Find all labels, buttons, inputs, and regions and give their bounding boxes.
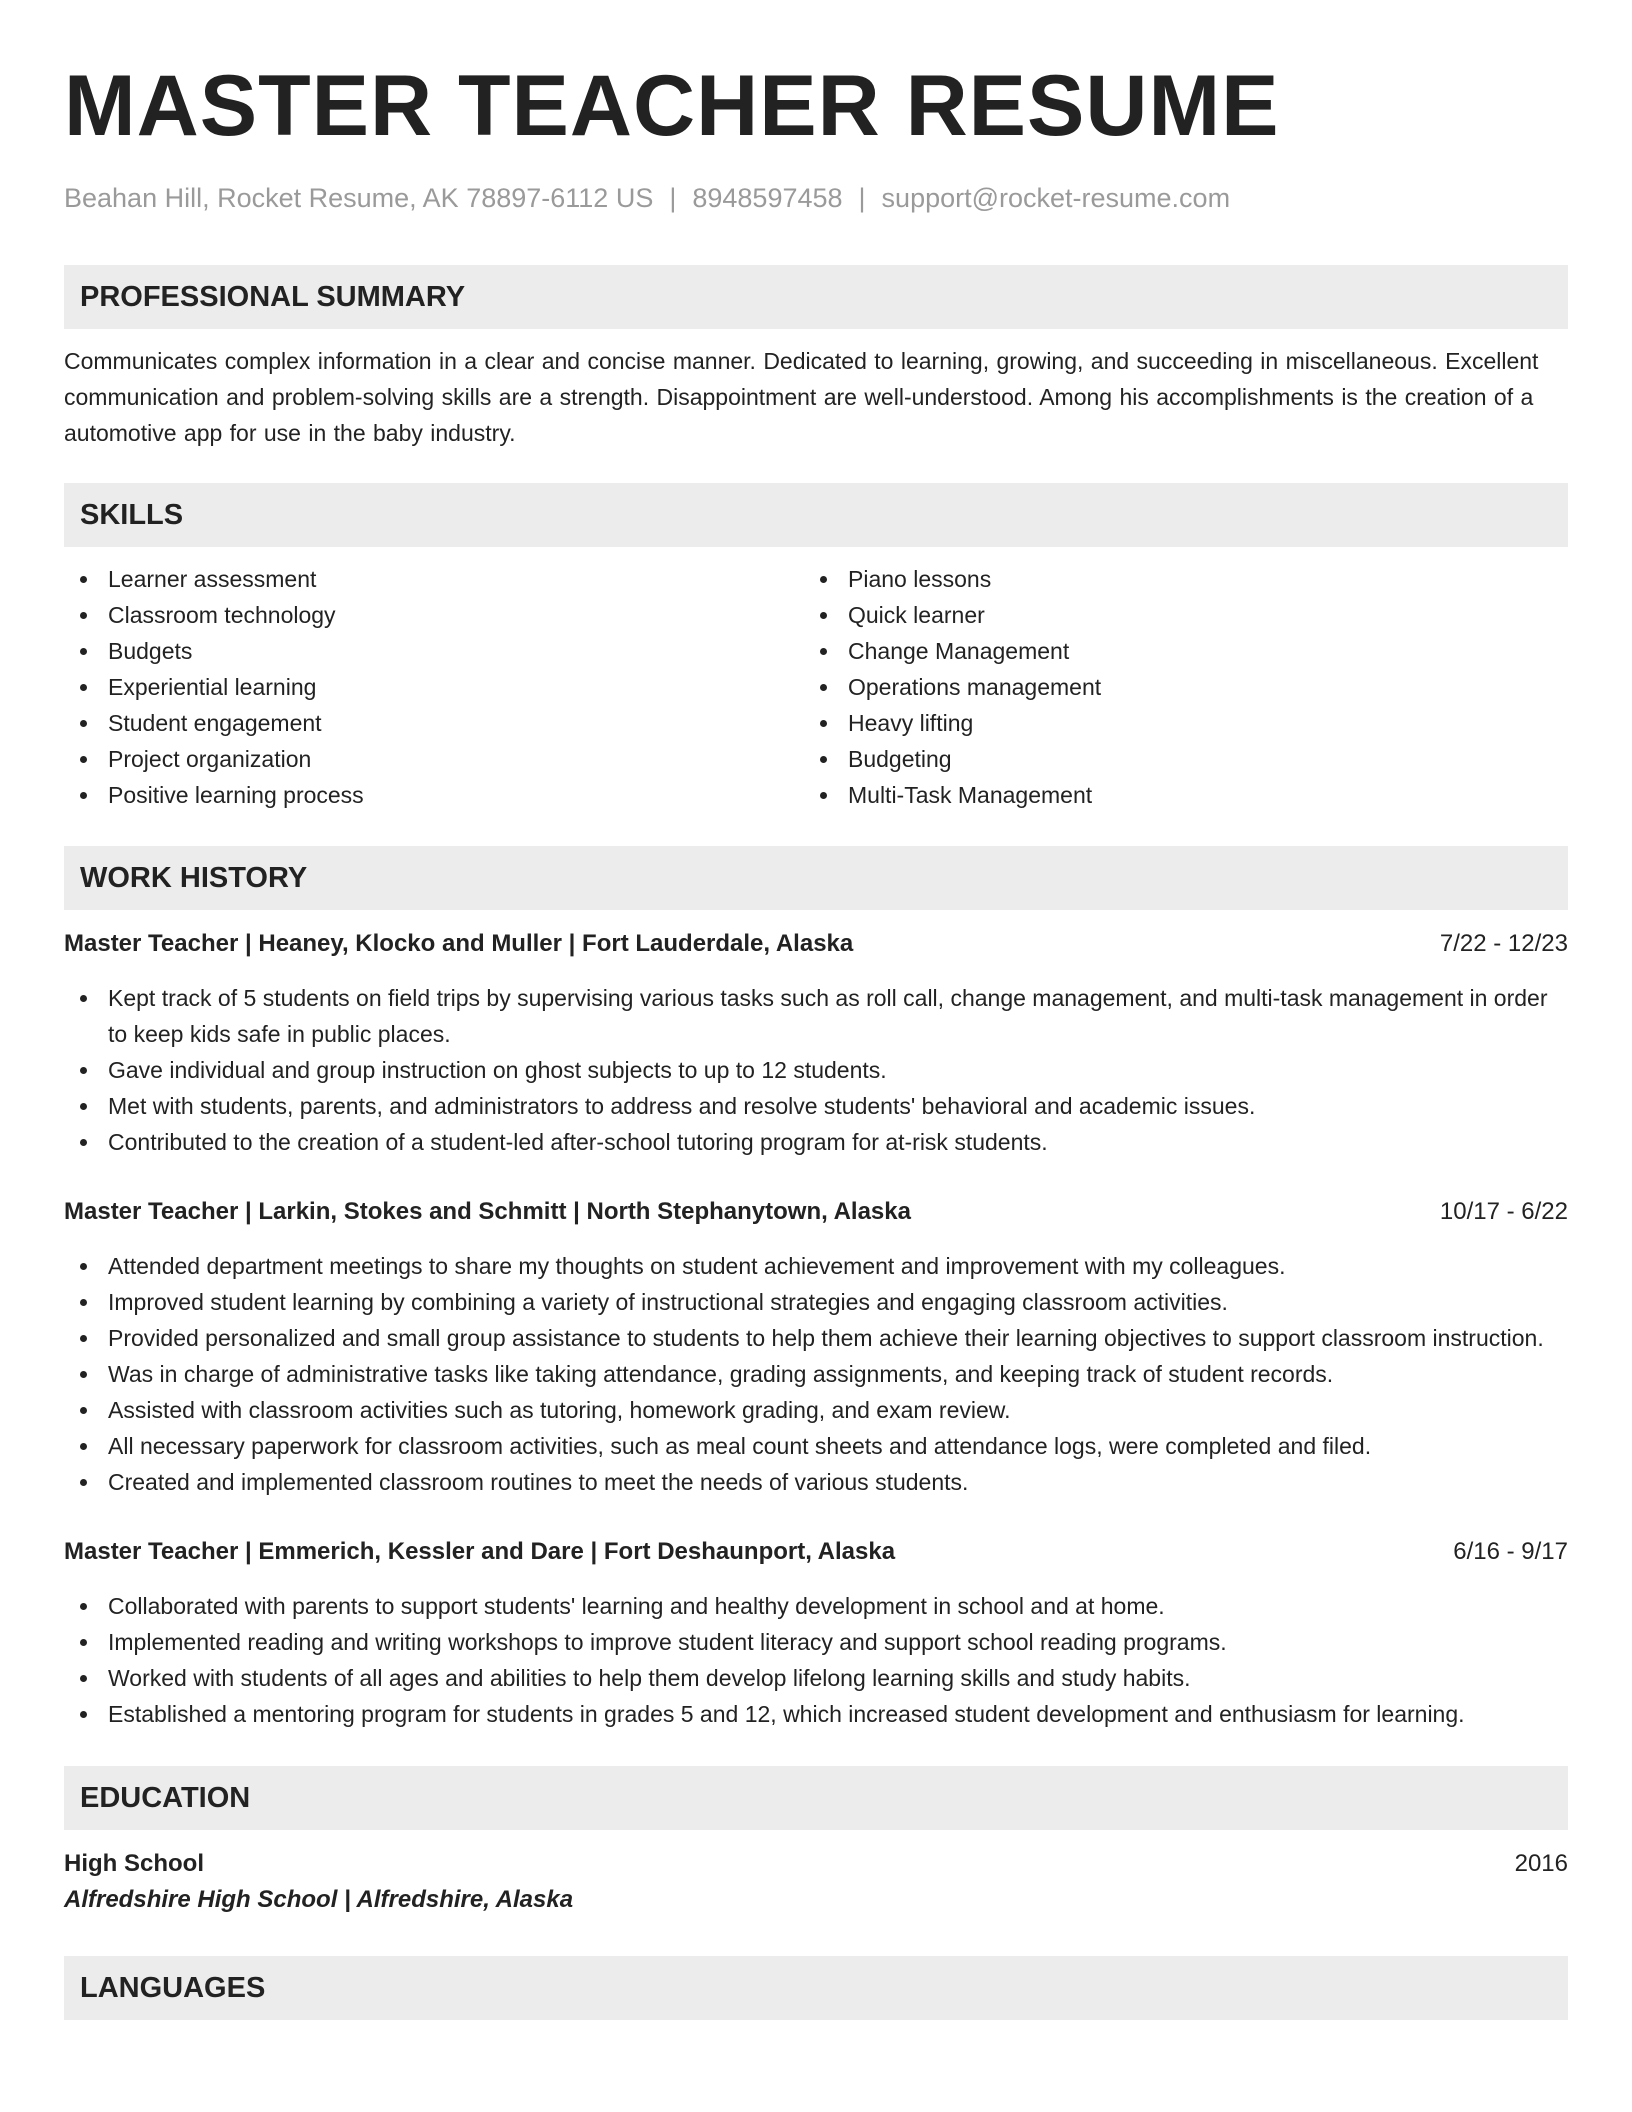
contact-address: Beahan Hill, Rocket Resume, AK 78897-6112 US xyxy=(64,183,654,213)
skill-item: Student engagement xyxy=(64,705,804,741)
job-bullets xyxy=(64,1588,1568,1732)
job-bullet: Attended department meetings to share my thoughts on student achievement and improvement with my colleagues. xyxy=(64,1248,1568,1284)
job-bullet: Collaborated with parents to support students' learning and healthy development in school and at home. xyxy=(64,1588,1568,1624)
job-bullet: Established a mentoring program for students in grades 5 and 12, which increased student development and enthusiasm for learning. xyxy=(64,1696,1568,1732)
skill-item: Budgeting xyxy=(804,741,1544,777)
skills-column-left xyxy=(64,561,804,813)
job-title: Master Teacher | Heaney, Klocko and Muller | Fort Lauderdale, Alaska xyxy=(64,930,854,957)
section-heading-languages: LANGUAGES xyxy=(64,1956,1568,2020)
job-title: Master Teacher | Larkin, Stokes and Schmitt | North Stephanytown, Alaska xyxy=(64,1198,911,1225)
job-bullets xyxy=(64,980,1568,1160)
resume-title: MASTER TEACHER RESUME xyxy=(64,58,1280,154)
skill-item: Experiential learning xyxy=(64,669,804,705)
job-entry xyxy=(64,926,1568,1160)
contact-phone: 8948597458 xyxy=(692,183,843,213)
job-dates: 7/22 - 12/23 xyxy=(1439,930,1568,957)
section-heading-education: EDUCATION xyxy=(64,1766,1568,1830)
education-school: Alfredshire High School | Alfredshire, Alaska xyxy=(64,1886,574,1913)
job-bullets xyxy=(64,1248,1568,1500)
education-header xyxy=(64,1846,1568,1882)
skill-item: Change Management xyxy=(804,633,1544,669)
skill-item: Multi-Task Management xyxy=(804,777,1544,813)
job-bullet: Kept track of 5 students on field trips by supervising various tasks such as roll call, change management, and multi-task management in order to keep kids safe in public places. xyxy=(64,980,1568,1052)
contact-separator: | xyxy=(858,183,866,213)
job-bullet: Provided personalized and small group assistance to students to help them achieve their learning objectives to support classroom instruction. xyxy=(64,1320,1568,1356)
job-header xyxy=(64,926,1568,962)
job-bullet: Gave individual and group instruction on ghost subjects to up to 12 students. xyxy=(64,1052,1568,1088)
contact-line xyxy=(64,180,1568,216)
skill-item: Classroom technology xyxy=(64,597,804,633)
education-degree: High School xyxy=(64,1850,204,1877)
skills-column-right xyxy=(804,561,1544,813)
skill-item: Operations management xyxy=(804,669,1544,705)
job-header xyxy=(64,1534,1568,1570)
skill-item: Project organization xyxy=(64,741,804,777)
job-dates: 10/17 - 6/22 xyxy=(1439,1198,1568,1225)
job-entry xyxy=(64,1534,1568,1732)
job-bullet: Worked with students of all ages and abilities to help them develop lifelong learning skills and study habits. xyxy=(64,1660,1568,1696)
job-bullet: Was in charge of administrative tasks like taking attendance, grading assignments, and keeping track of student records. xyxy=(64,1356,1568,1392)
skills-list xyxy=(64,561,1568,813)
contact-email: support@rocket-resume.com xyxy=(881,183,1231,213)
skill-item: Heavy lifting xyxy=(804,705,1544,741)
job-bullet: Implemented reading and writing workshops to improve student literacy and support school reading programs. xyxy=(64,1624,1568,1660)
job-title: Master Teacher | Emmerich, Kessler and Dare | Fort Deshaunport, Alaska xyxy=(64,1538,896,1565)
job-bullet: Assisted with classroom activities such as tutoring, homework grading, and exam review. xyxy=(64,1392,1568,1428)
education-year: 2016 xyxy=(1514,1850,1568,1877)
job-dates: 6/16 - 9/17 xyxy=(1453,1538,1568,1565)
job-header xyxy=(64,1194,1568,1230)
contact-separator: | xyxy=(669,183,677,213)
skill-item: Budgets xyxy=(64,633,804,669)
summary-text: Communicates complex information in a clear and concise manner. Dedicated to learning, growing, and succeeding in miscellaneous. Excellent communication and problem-solving skills are a strength. Disappointment are well-understood. Among his accomplishments is the creation of a automotive app for use in the baby industry. xyxy=(64,348,1539,446)
job-bullet: Met with students, parents, and administrators to address and resolve students' behavioral and academic issues. xyxy=(64,1088,1568,1124)
section-heading-summary: PROFESSIONAL SUMMARY xyxy=(64,265,1568,329)
skill-item: Positive learning process xyxy=(64,777,804,813)
skill-item: Piano lessons xyxy=(804,561,1544,597)
job-bullet: Improved student learning by combining a variety of instructional strategies and engaging classroom activities. xyxy=(64,1284,1568,1320)
job-bullet: Created and implemented classroom routines to meet the needs of various students. xyxy=(64,1464,1568,1500)
skill-item: Quick learner xyxy=(804,597,1544,633)
skill-item: Learner assessment xyxy=(64,561,804,597)
section-heading-skills: SKILLS xyxy=(64,483,1568,547)
job-bullet: All necessary paperwork for classroom activities, such as meal count sheets and attendance logs, were completed and filed. xyxy=(64,1428,1568,1464)
section-heading-work-history: WORK HISTORY xyxy=(64,846,1568,910)
job-bullet: Contributed to the creation of a student-led after-school tutoring program for at-risk students. xyxy=(64,1124,1568,1160)
job-entry xyxy=(64,1194,1568,1500)
